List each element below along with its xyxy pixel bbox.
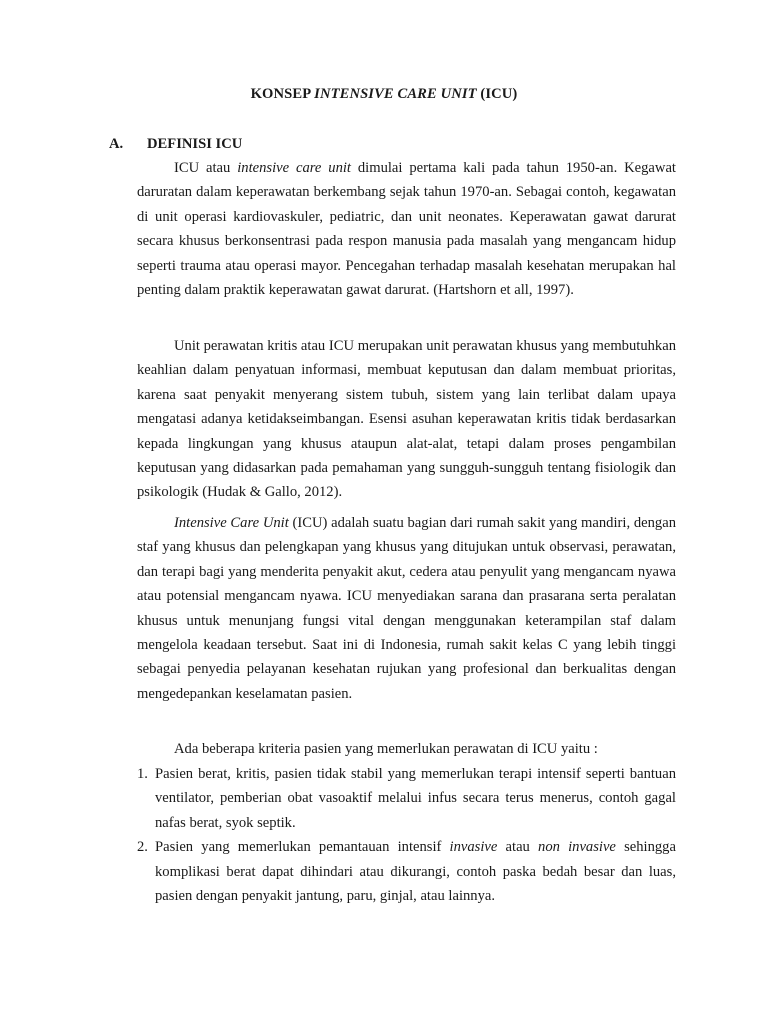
list-item-text: Pasien berat, kritis, pasien tidak stabil yang memerlukan terapi intensif seperti bantuan ventilator, pemberian obat vasoaktif melalui infus secara terus menerus, contoh gagal nafas berat, syok septik. xyxy=(155,766,676,831)
paragraph-3 xyxy=(137,511,676,706)
list-item-2-italic-invasive: invasive xyxy=(449,839,498,856)
section-heading xyxy=(109,134,242,154)
paragraph-3-rest: (ICU) adalah suatu bagian dari rumah sakit yang mandiri, dengan staf yang khusus dan pelengkapan yang khusus yang ditujukan untuk observasi, perawatan, dan terapi bagi yang menderita penyakit akut, cedera atau penyulit yang mengancam nyawa atau potensial mengancam nyawa. ICU menyediakan sarana dan prasarana serta peralatan khusus untuk menunjang fungsi vital dengan menggunakan keterampilan staf dalam mengelola keadaan tersebut. Saat ini di Indonesia, rumah sakit kelas C yang lebih tinggi sebagai penyedia pelayanan kesehatan rujukan yang profesional dan berkualitas dengan mengedepankan keselamatan pasien. xyxy=(137,515,676,702)
paragraph-1-rest: dimulai pertama kali pada tahun 1950-an. Kegawat daruratan dalam keperawatan berkembang sejak tahun 1970-an. Sebagai contoh, kegawatan di unit operasi kardiovaskuler, pediatric, dan unit neonates. Keperawatan gawat darurat secara khusus berkonsentrasi pada respon manusia pada masalah yang mengancam hidup seperti trauma atau operasi mayor. Pencegahan terhadap masalah kesehatan merupakan hal penting dalam praktik keperawatan gawat darurat. (Hartshorn et all, 1997). xyxy=(137,160,676,299)
section-letter: A. xyxy=(109,136,124,152)
list-item-2-start: Pasien yang memerlukan pemantauan intensif xyxy=(155,839,442,856)
paragraph-1-italic: intensive care unit xyxy=(237,160,351,176)
list-item-number: 2. xyxy=(137,839,148,856)
list-item xyxy=(137,835,676,908)
section-heading-text: DEFINISI ICU xyxy=(147,136,243,152)
list-item-number: 1. xyxy=(137,766,148,782)
criteria-list xyxy=(137,762,676,908)
title-italic: INTENSIVE CARE UNIT xyxy=(314,86,477,102)
list-item-2-rest: sehingga komplikasi berat dapat dihindari atau dikurangi, contoh paska bedah besar dan luas, pasien dengan penyakit jantung, paru, ginjal, atau lainnya. xyxy=(155,839,676,905)
paragraph-1-start: ICU atau xyxy=(174,160,231,176)
document-title xyxy=(0,84,768,104)
list-item xyxy=(137,762,676,835)
list-item-text xyxy=(155,835,676,908)
paragraph-4: Ada beberapa kriteria pasien yang memerlukan perawatan di ICU yaitu : xyxy=(174,741,598,757)
paragraph-2: Unit perawatan kritis atau ICU merupakan unit perawatan khusus yang membutuhkan keahlian dalam penyatuan informasi, membuat keputusan dan dalam membuat prioritas, karena saat penyakit menyerang sistem tubuh, sistem yang lain terlibat dalam upaya mengatasi adanya ketidakseimbangan. Esensi asuhan keperawatan kritis tidak berdasarkan kepada lingkungan yang khusus ataupun alat-alat, tetapi dalam proses pengambilan keputusan yang didasarkan pada pemahaman yang sungguh-sungguh tentang fisiologik dan psikologik (Hudak & Gallo, 2012). xyxy=(137,338,676,501)
paragraph-3-italic: Intensive Care Unit xyxy=(174,515,289,531)
paragraph-1 xyxy=(137,156,676,302)
list-item-2-or: atau xyxy=(505,839,530,856)
title-suffix: (ICU) xyxy=(480,86,518,102)
title-prefix: KONSEP xyxy=(250,86,311,102)
list-item-2-italic-noninvasive: non invasive xyxy=(538,839,616,856)
